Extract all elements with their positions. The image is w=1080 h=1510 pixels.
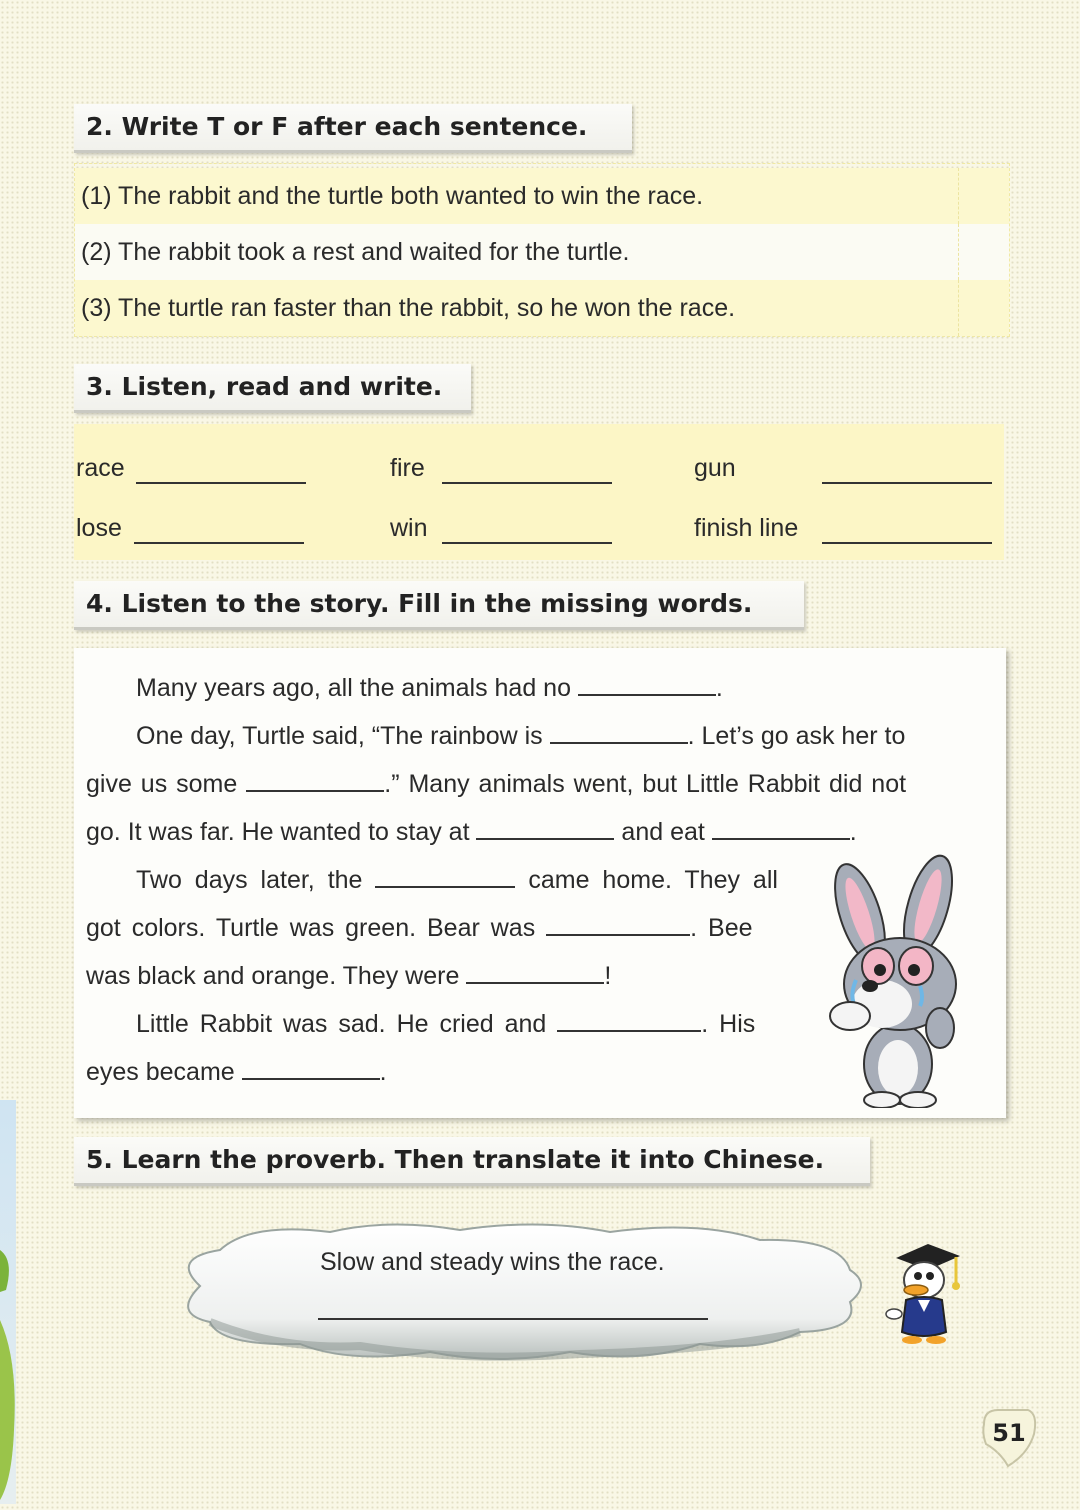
vocabulary-box	[74, 424, 1004, 560]
section-5-heading: 5. Learn the proverb. Then translate it into Chinese.	[74, 1137, 870, 1186]
story-line-4: go. It was far. He wanted to stay at and eat .	[86, 812, 857, 852]
tf-answer-cell-1[interactable]	[958, 168, 1009, 224]
proverb-cloud	[160, 1218, 880, 1368]
story-blank-8[interactable]	[466, 958, 604, 984]
story-line-3: give us some .” Many animals went, but Little Rabbit did not	[86, 764, 906, 804]
story-line-1: Many years ago, all the animals had no .	[136, 668, 723, 708]
vocab-blank-win[interactable]	[442, 542, 612, 544]
vocab-word-win: win	[390, 514, 428, 542]
tf-answer-cell-2[interactable]	[958, 224, 1009, 280]
story-box	[74, 648, 1006, 1118]
story-blank-10[interactable]	[242, 1054, 380, 1080]
crying-rabbit-icon	[820, 854, 980, 1108]
section-2-heading: 2. Write T or F after each sentence.	[74, 104, 632, 153]
graduate-duck-icon	[876, 1240, 966, 1348]
proverb-text: Slow and steady wins the race.	[320, 1248, 665, 1276]
vocab-word-fire: fire	[390, 454, 425, 482]
story-blank-6[interactable]	[375, 862, 515, 888]
page-number: 51	[992, 1419, 1026, 1447]
vocab-word-gun: gun	[694, 454, 736, 482]
tf-sentence-3: (3) The turtle ran faster than the rabbit, so he won the race.	[81, 294, 736, 322]
vocab-blank-race[interactable]	[136, 482, 306, 484]
vocab-blank-lose[interactable]	[134, 542, 304, 544]
tf-sentence-1: (1) The rabbit and the turtle both wanted to win the race.	[81, 182, 704, 210]
story-line-7: was black and orange. They were !	[86, 956, 611, 996]
story-line-5: Two days later, the came home. They all	[136, 860, 778, 900]
story-line-6: got colors. Turtle was green. Bear was . Bee	[86, 908, 753, 948]
section-3-heading: 3. Listen, read and write.	[74, 364, 471, 413]
story-blank-9[interactable]	[557, 1006, 701, 1032]
story-line-8: Little Rabbit was sad. He cried and . His	[136, 1004, 755, 1044]
vocab-blank-finish-line[interactable]	[822, 542, 992, 544]
tf-row-3	[75, 280, 1009, 336]
tf-row-2	[75, 224, 1009, 280]
vocab-blank-gun[interactable]	[822, 482, 992, 484]
story-blank-2[interactable]	[550, 718, 688, 744]
vocab-word-lose: lose	[76, 514, 122, 542]
section-4-heading: 4. Listen to the story. Fill in the missing words.	[74, 581, 804, 630]
story-blank-7[interactable]	[546, 910, 690, 936]
story-line-2: One day, Turtle said, “The rainbow is . Let’s go ask her to	[136, 716, 905, 756]
translation-blank[interactable]	[318, 1318, 708, 1320]
true-false-table	[74, 163, 1010, 337]
tf-sentence-2: (2) The rabbit took a rest and waited for the turtle.	[81, 238, 630, 266]
story-line-9: eyes became .	[86, 1052, 387, 1092]
vocab-word-finish-line: finish line	[694, 514, 799, 542]
story-blank-1[interactable]	[578, 670, 716, 696]
story-blank-5[interactable]	[712, 814, 850, 840]
left-edge-decoration	[0, 1230, 18, 1510]
story-blank-3[interactable]	[246, 766, 384, 792]
vocab-blank-fire[interactable]	[442, 482, 612, 484]
story-blank-4[interactable]	[476, 814, 614, 840]
tf-answer-cell-3[interactable]	[958, 280, 1009, 336]
vocab-word-race: race	[76, 454, 125, 482]
tf-row-1	[75, 168, 1009, 224]
